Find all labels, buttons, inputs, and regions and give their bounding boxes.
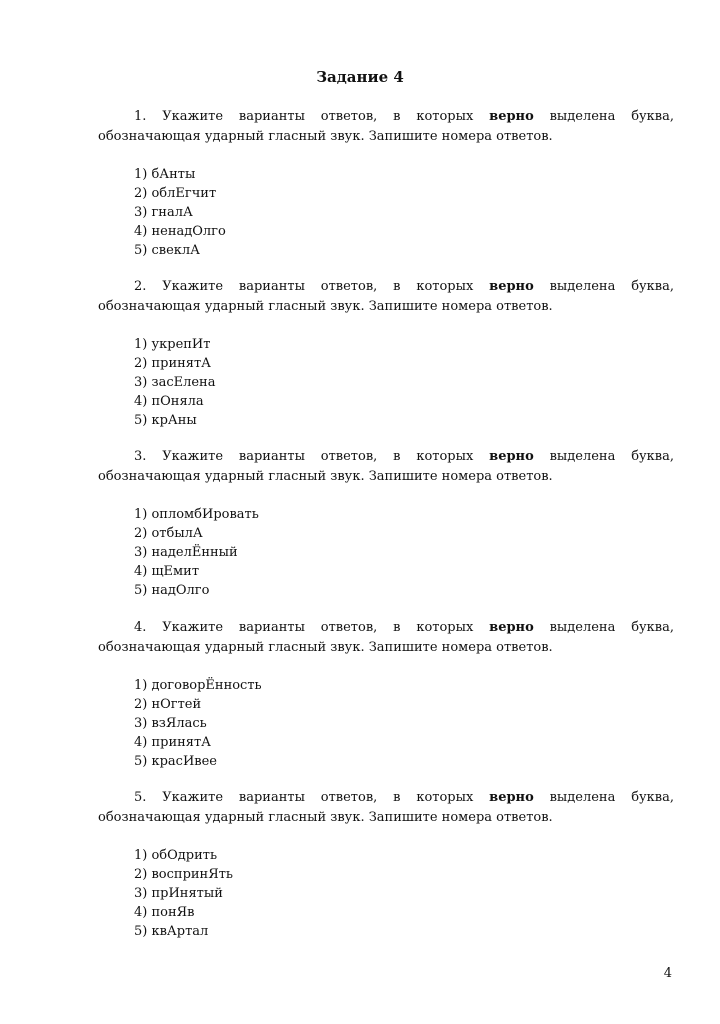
task-text: Укажите варианты ответов, в которых <box>146 620 490 635</box>
answer-option: 2) нОгтей <box>134 697 202 712</box>
answer-option: 4) понЯв <box>134 905 195 920</box>
task-prompt <box>98 277 674 317</box>
answer-option: 1) обОдрить <box>134 848 218 863</box>
answer-option: 5) красИвее <box>134 754 217 769</box>
answer-options <box>134 335 674 430</box>
emphasis-word: верно <box>489 620 534 635</box>
answer-option: 3) взЯлась <box>134 716 207 731</box>
page-number: 4 <box>663 966 672 981</box>
answer-option: 2) воспринЯть <box>134 867 233 882</box>
emphasis-word: верно <box>489 790 534 805</box>
answer-option: 3) гналА <box>134 205 193 220</box>
task-number: 5. <box>134 790 147 805</box>
answer-option: 4) пОняла <box>134 394 204 409</box>
task-text: Укажите варианты ответов, в которых <box>146 109 490 124</box>
answer-option: 5) квАртал <box>134 924 209 939</box>
answer-options <box>134 505 674 600</box>
answer-options <box>134 676 674 771</box>
task-number: 2. <box>134 279 147 294</box>
emphasis-word: верно <box>489 279 534 294</box>
answer-option: 3) наделЁнный <box>134 545 238 560</box>
task-3 <box>98 447 674 600</box>
answer-option: 1) договорЁнность <box>134 678 262 693</box>
answer-option: 5) свеклА <box>134 243 200 258</box>
task-text: выделена буква, обозначающая ударный гласный звук. Запишите номера ответов. <box>98 109 675 144</box>
task-1 <box>98 107 674 260</box>
answer-option: 1) укрепИт <box>134 337 211 352</box>
answer-options <box>134 165 674 260</box>
answer-option: 4) щЕмит <box>134 564 200 579</box>
emphasis-word: верно <box>489 109 534 124</box>
task-text: Укажите варианты ответов, в которых <box>146 790 490 805</box>
task-prompt <box>98 447 674 487</box>
task-prompt <box>98 788 674 828</box>
task-prompt <box>98 618 674 658</box>
task-number: 3. <box>134 449 147 464</box>
answer-option: 4) принятА <box>134 735 212 750</box>
task-prompt <box>98 107 674 147</box>
task-number: 1. <box>134 109 147 124</box>
answer-option: 5) крАны <box>134 413 197 428</box>
emphasis-word: верно <box>489 449 534 464</box>
answer-option: 2) отбылА <box>134 526 203 541</box>
answer-option: 4) ненадОлго <box>134 224 226 239</box>
answer-option: 5) надОлго <box>134 583 210 598</box>
answer-option: 3) засЕлена <box>134 375 216 390</box>
task-text: выделена буква, обозначающая ударный гласный звук. Запишите номера ответов. <box>98 790 675 825</box>
task-2 <box>98 277 674 430</box>
task-text: Укажите варианты ответов, в которых <box>146 279 490 294</box>
task-text: выделена буква, обозначающая ударный гласный звук. Запишите номера ответов. <box>98 279 675 314</box>
answer-option: 1) опломбИровать <box>134 507 259 522</box>
task-text: выделена буква, обозначающая ударный гласный звук. Запишите номера ответов. <box>98 620 675 655</box>
answer-option: 2) принятА <box>134 356 212 371</box>
answer-options <box>134 846 674 941</box>
task-4 <box>98 618 674 771</box>
answer-option: 2) облЕгчит <box>134 186 217 201</box>
answer-option: 3) прИнятый <box>134 886 223 901</box>
answer-option: 1) бАнты <box>134 167 196 182</box>
task-text: Укажите варианты ответов, в которых <box>146 449 490 464</box>
task-number: 4. <box>134 620 147 635</box>
task-5 <box>98 788 674 941</box>
page-title: Задание 4 <box>316 68 404 86</box>
task-text: выделена буква, обозначающая ударный гласный звук. Запишите номера ответов. <box>98 449 675 484</box>
